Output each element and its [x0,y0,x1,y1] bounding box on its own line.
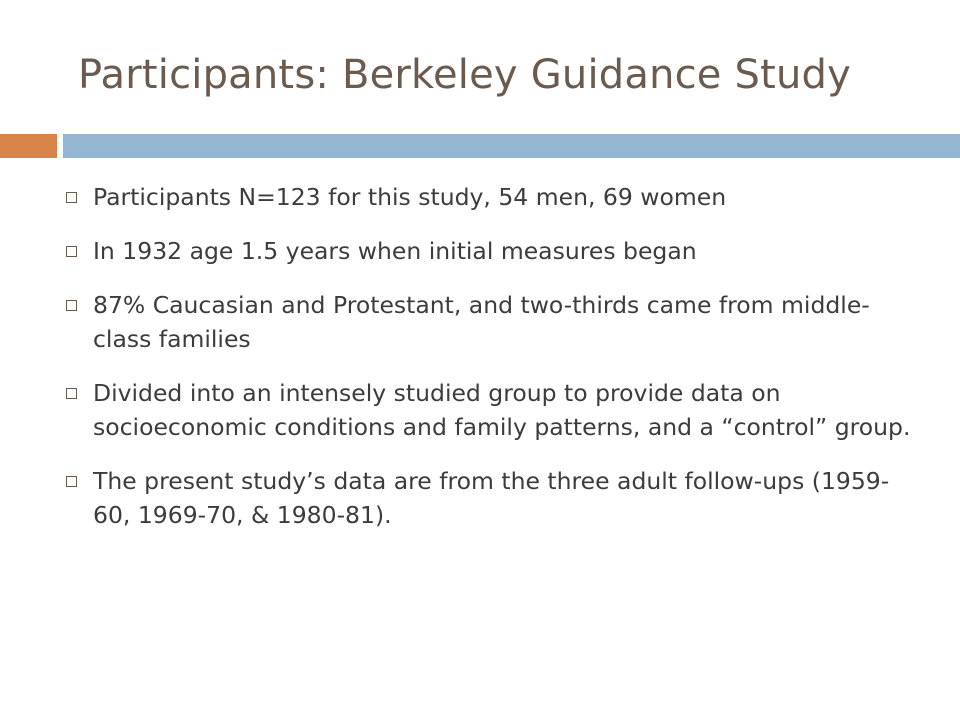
bullet-text: The present study’s data are from the three adult follow-ups (1959-60, 1969-70, & 1980-81). [93,467,890,529]
slide-title: Participants: Berkeley Guidance Study [78,52,852,98]
bullet-item [66,180,926,214]
square-bullet-icon [66,192,77,203]
bullet-item [66,288,926,356]
square-bullet-icon [66,388,77,399]
title-divider-bar [63,134,960,158]
bullet-item [66,376,926,444]
bullet-text: 87% Caucasian and Protestant, and two-thirds came from middle-class families [93,291,870,353]
bullet-text: Divided into an intensely studied group to provide data on socioeconomic conditions and family patterns, and a “control” group. [93,379,911,441]
bullet-text: In 1932 age 1.5 years when initial measures began [93,237,697,265]
square-bullet-icon [66,300,77,311]
bullet-item [66,464,926,532]
bullet-item [66,234,926,268]
square-bullet-icon [66,246,77,257]
square-bullet-icon [66,476,77,487]
title-accent-bar [0,134,57,158]
bullet-text: Participants N=123 for this study, 54 men, 69 women [93,183,727,211]
bullet-list [66,180,926,552]
